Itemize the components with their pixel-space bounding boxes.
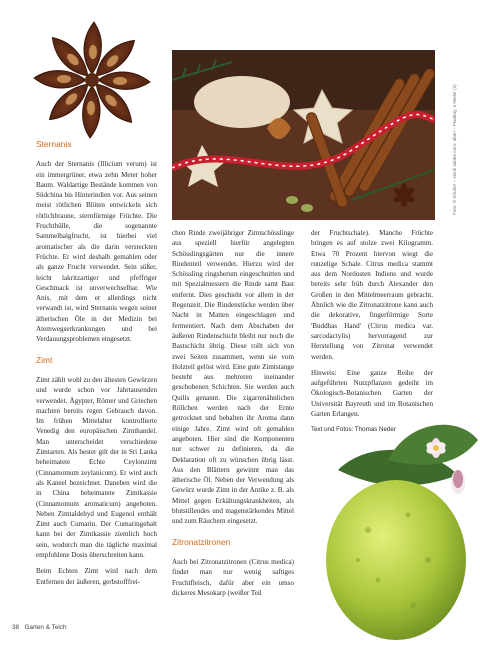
paragraph-zitronat-2: der Fruchtschale). Manche Früchte bringen es auf stolze zwei Kilogramm. Etwa 70 Prozent hiervon wiegt die runzelige Schale. Citrus medica stammt aus dem Nordosten Indiens und wurde bereits sehr früh durch Alexander den Großen in den Mittelmeerraum gebracht. Ähnlich wie die Zitronatzitrone kann auch die dekorative, fingerförmige Sorte 'Buddhas Hand' (Citrus medica var. sarcodactylis) hervorragend zur Herstellung von Zitronat verwendet werden. bbox=[311, 229, 433, 361]
star-anise-image bbox=[20, 18, 160, 144]
page-footer bbox=[12, 624, 67, 631]
cinnamon-cookies-photo bbox=[172, 50, 435, 220]
heading-zitronatzitronen: Zitronatzitronen bbox=[172, 536, 231, 547]
photo-credit: Foto: © Shutter – stock adobe.com; oben – Pixabay, 3 Neder (3) bbox=[452, 84, 457, 215]
author-credit: Text und Fotos: Thomas Neder bbox=[311, 426, 396, 434]
paragraph-zimt-continued: Beim Echten Zimt wird nach dem Entfernen der äußeren, gerbstofffrei- bbox=[36, 567, 157, 586]
heading-sternanis: Sternanis bbox=[36, 139, 72, 149]
column-3 bbox=[311, 228, 433, 442]
magazine-name: Garten & Teich bbox=[24, 624, 67, 631]
paragraph-zimt-2: chen Rinde zweijähriger Zimtschösslinge aus speziell hierfür angelegten Schösslingsgärten nur die innere Rindenteil verwendet. Hierzu wird der Schössling ringsherum eingeschnitten und mit Spezialmessern die Rinde samt Bast entfernt. Dies geschieht vor allem in der Regenzeit. Die Rindenstücke werden über Nacht in Matten eingeschlagen und fermentiert. Nach dem Abschaben der äußeren Rindenschicht bleibt nur noch die Bastschicht übrig. Diese rollt sich von zwei Seiten zusammen, wenn sie vom Holzteil gelöst wird. Eine gute Zimtstange besteht aus mehreren ineinander geschobenen Schichten. Sie werden auch Quills genannt. Die zigarrenähnlichen Röllchen werden nach der Ernte getrocknet und behalten ihr Aroma dann einige Jahre. Zimt wird oft gemahlen angeboten. Hier sind die Komponenten nur schwer zu definieren, da die Deklaration oft zu wünschen übrig lässt. Aus den Blättern gewinnt man das ätherische Öl. Neben der Verwendung als Gewürz wurde Zimt in der Antike z. B. als Mittel gegen Erkältungskrankheiten, als blutstillendes und magenstärkendes Mittel und zum Räuchern eingesetzt. bbox=[172, 229, 294, 526]
paragraph-zimt: Zimt zählt wohl zu den ältesten Gewürzen und wurde schon vor Jahrtausenden verwendet. Ägypter, Römer und Griechen machten bereits regen Gebrauch davon. Im frühen Mittelalter kontrollierte Venedig den europäischen Zimthandel. Man unterscheidet verschiedene Zimtarten. Als bester gilt der in Sri Lanka beheimatete Echte Ceylonzimt (Cinnamomum zeylanicum). Er wird auch als Kaneel bezeichnet. Daneben wird die in China beheimatete Zimtkassie (Cinnamomum aromaticum) angeboten. Neben Zimtaldehyd und Eugenol enthält Zimt auch Cumarin. Der Cumaringehalt kann bei der Zimtkassie ziemlich hoch sein, wodurch man die tägliche maximal empfohlene Dosis überschreiten kann. bbox=[36, 375, 157, 559]
paragraph-sternanis: Auch der Sternanis (Illicium verum) ist ein immergrüner, etwa zehn Meter hoher Baum. Waldartige Bestände kommen von Südchina bis Hinterindien vor. Aus seinen meist rötlichen Blüten entwickeln sich rötlichbraune, sternförmige Früchte. Die Fruchthülle, die sogenannte Sammelbalgfrucht, ist hierbei viel aromatischer als die darin versteckten Früchte. Er wird deshalb gemahlen oder als ganze Frucht verwendet. Sein süßer, leicht lakritzartiger und pfeffriger Geschmack ist unverwechselbar. Wie Anis, mit dem er allerdings nicht verwandt ist, wird Sternanis wegen seiner ätherischen Öle in der Medizin bei Atemwegserkrankungen und bei Verdauungsproblemen eingesetzt. bbox=[36, 160, 157, 344]
column-1 bbox=[36, 139, 157, 587]
citron-fruit-image bbox=[318, 420, 478, 648]
heading-zimt: Zimt bbox=[36, 354, 53, 365]
column-2 bbox=[172, 228, 294, 598]
paragraph-hinweis: Hinweis: Eine ganze Reihe der aufgeführten Nutzpflanzen gedeiht im Ökologisch-Botanischen Garten der Universität Bayreuth und im Botanischen Garten Erlangen. bbox=[311, 368, 433, 419]
paragraph-zitronat: Auch bei Zitronatzitronen (Citrus medica) findet man nur wenig saftiges Fruchtfleisch, dafür aber ein umso dickeres Mesokarp (weißer Teil bbox=[172, 557, 294, 597]
page-number: 38 bbox=[12, 624, 20, 631]
